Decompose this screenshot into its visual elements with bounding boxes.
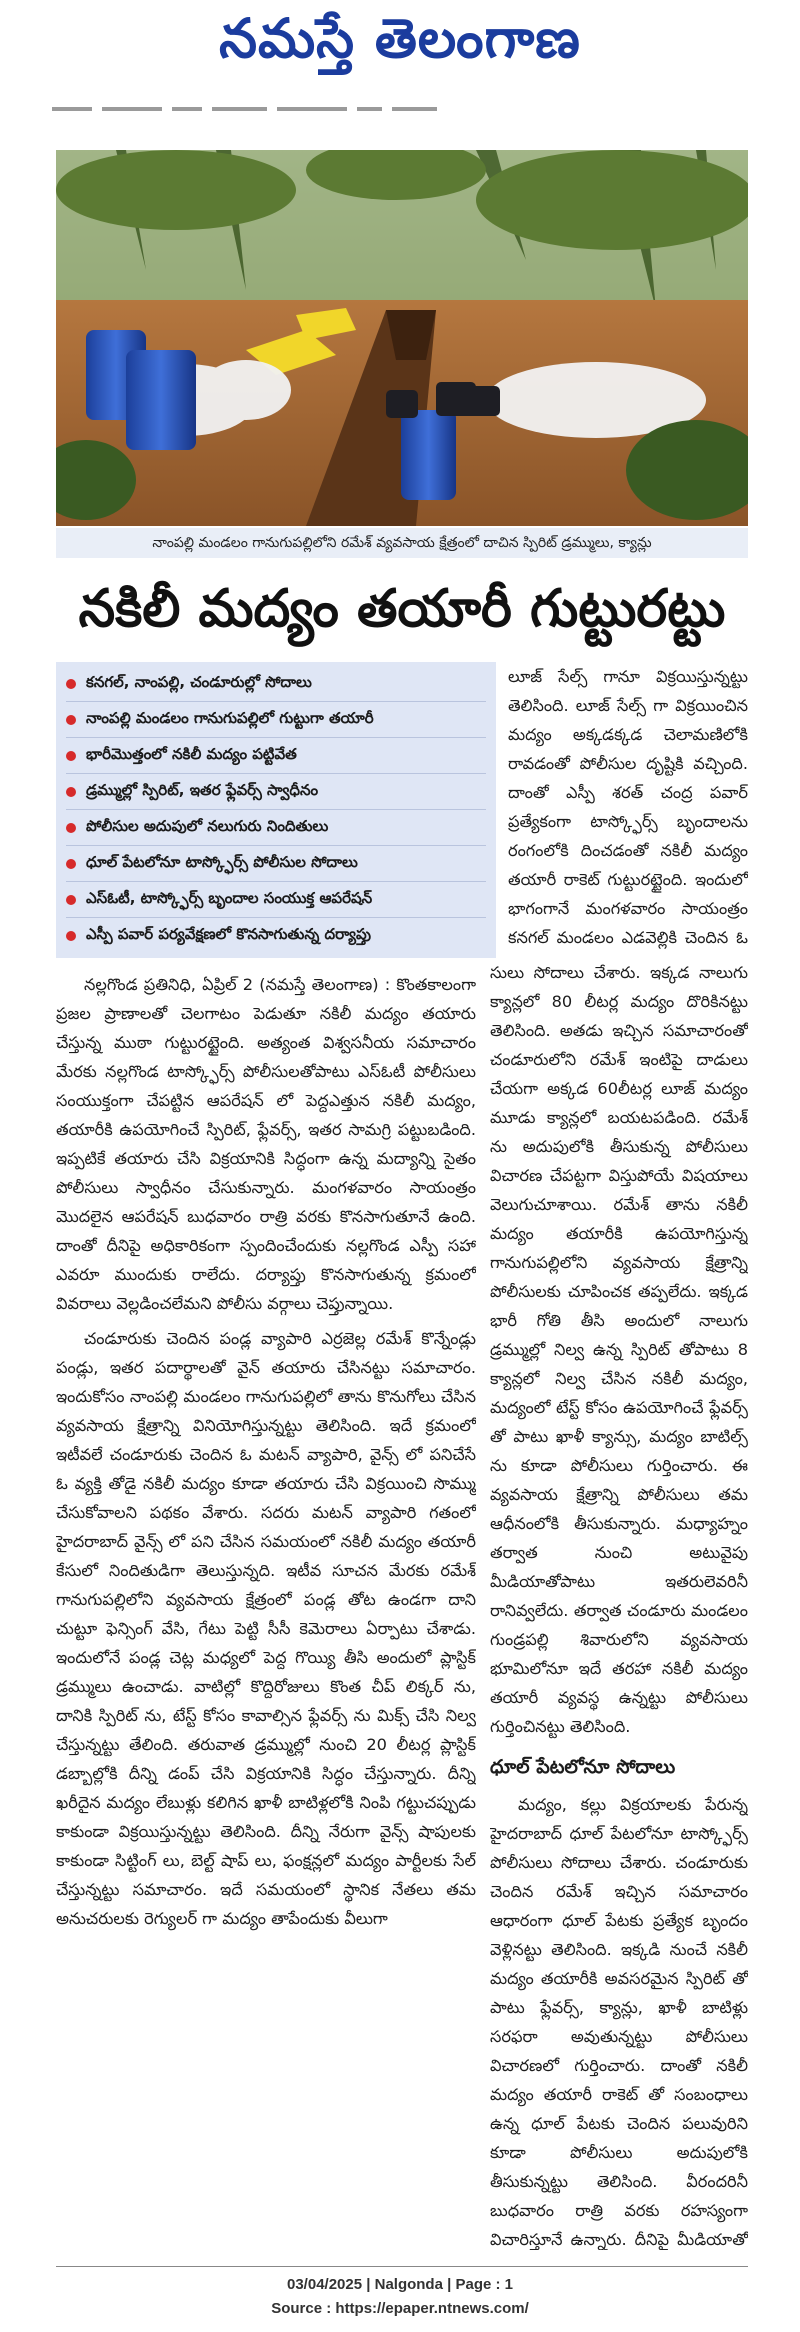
bullet-dot-icon <box>66 895 76 905</box>
bullet-dot-icon <box>66 679 76 689</box>
headline: నకిలీ మద్యం తయారీ గుట్టురట్టు <box>78 579 726 639</box>
masthead <box>0 0 800 88</box>
highlight-item: డ్రమ్ముల్లో స్పిరిట్, ఇతర ఫ్లేవర్స్ స్వాధీనం <box>66 774 486 810</box>
article-paragraph: సులు సోదాలు చేశారు. ఇక్కడ నాలుగు క్యాన్లలో 80 లీటర్ల మద్యం దొరికినట్టు తెలిసింది. అతడు ఇచ్చిన సమాచారంతో చండూరులోని రమేశ్ ఇంటిపై దాడులు చేయగా అక్కడ 60లీటర్ల లూజ్ మద్యం మూడు క్యాన్లలో బయటపడింది. రమేశ్ ను అదుపులోకి తీసుకున్న పోలీసులు విచారణ చేపట్టగా విస్తుపోయే విషయాలు వెలుగుచూశాయి. రమేశ్ తాను నకిలీ మద్యం తయారీకి ఉపయోగిస్తున్న గానుగుపల్లిలోని వ్యవసాయ క్షేత్రాన్ని పోలీసులకు చూపించక తప్పలేదు. ఇక్కడ భారీ గోతి తీసి అందులో నాలుగు డ్రమ్ముల్లో నిల్వ ఉన్న స్పిరిట్ తోపాటు 8 క్యాన్లలో నిల్వ చేసిన నకిలీ మద్యం, మద్యంలో టేస్ట్ కోసం ఉపయోగించే ఫ్లేవర్స్ తో పాటు ఖాళీ క్యాన్సు, మద్యం బాటిల్స్ ను కూడా పోలీసులు గుర్తించారు. ఈ వ్యవసాయ క్షేత్రాన్ని పోలీసులు తమ ఆధీనంలోకి తీసుకున్నారు. మధ్యాహ్నం తర్వాత నుంచి అటువైపు మీడియాతోపాటు ఇతరులెవరినీ రానివ్వలేదు. తర్వాత చండూరు మండలం గుండ్రపల్లి శివారులోని వ్యవసాయ భూమిలోనూ ఇదే తరహా నకిలీ మద్యం తయారీ వ్యవస్థ ఉన్నట్టు పోలీసులు గుర్తించినట్టు తెలిసింది. <box>490 963 748 1736</box>
highlights-box <box>56 662 496 958</box>
bullet-dot-icon <box>66 751 76 761</box>
bullet-dot-icon <box>66 931 76 941</box>
article-column-right-top <box>508 662 748 954</box>
article-paragraph: నల్లగొండ ప్రతినిధి, ఏప్రిల్ 2 (నమస్తే తెలంగాణ) : కొంతకాలంగా ప్రజల ప్రాణాలతో చెలగాటం పెడుతూ నకిలీ మద్యం తయారు చేస్తున్న ముఠా గుట్టురట్టైంది. అత్యంత విశ్వసనీయ సమాచారం మేరకు నల్లగొండ టాస్క్ఫోర్స్ పోలీసులతోపాటు ఎస్ఓటీ పోలీసులు సంయుక్తంగా చేపట్టిన ఆపరేషన్ లో పెద్దఎత్తున నకిలీ మద్యం, తయారీకి ఉపయోగించే స్పిరిట్, ఫ్లేవర్స్, ఇతర సామగ్రి పట్టుబడింది. ఇప్పటికే తయారు చేసి విక్రయానికి సిద్ధంగా ఉన్న మద్యాన్ని సైతం పోలీసులు స్వాధీనం చేసుకున్నారు. మంగళవారం సాయంత్రం మొదలైన ఆపరేషన్ బుధవారం రాత్రి వరకు కొనసాగుతూనే ఉంది. దాంతో దీనిపై అధికారికంగా స్పందించేందుకు నల్లగొండ ఎస్పీ సహా ఎవరూ ముందుకు రాలేదు. దర్యాప్తు కొనసాగుతున్న క్రమంలో వివరాలు వెల్లడించలేమని పోలీసు వర్గాలు చెప్తున్నాయి. <box>56 975 476 1313</box>
masthead-dateline-strip <box>52 98 748 114</box>
photo-caption: నాంపల్లి మండలం గానుగుపల్లిలోని రమేశ్ వ్యవసాయ క్షేత్రంలో దాచిన స్పిరిట్ డ్రమ్ములు, క్యాన్లు <box>56 528 748 558</box>
highlight-item: పోలీసుల అదుపులో నలుగురు నిందితులు <box>66 810 486 846</box>
bullet-dot-icon <box>66 859 76 869</box>
article-paragraph: చండూరుకు చెందిన పండ్ల వ్యాపారి ఎర్రజెల్ల రమేశ్ కొన్నేండ్లు పండ్లు, ఇతర పదార్థాలతో వైన్ తయారు చేసినట్టు సమాచారం. ఇందుకోసం నాంపల్లి మండలం గానుగుపల్లిలో తాను కొనుగోలు చేసిన వ్యవసాయ క్షేత్రాన్ని వినియోగిస్తున్నట్టు తెలిసింది. ఇదే క్రమంలో ఇటీవలే చండూరుకు చెందిన ఓ మటన్ వ్యాపారి, వైన్స్ లో పనిచేసే ఓ వ్యక్తి తోడై నకిలీ మద్యం కూడా తయారు చేసి విక్రయించి సొమ్ము చేసుకోవాలని పథకం వేశారు. సదరు మటన్ వ్యాపారి గతంలో హైదరాబాద్ వైన్స్ లో పని చేసిన సమయంలో నకిలీ మద్యం తయారీ కేసులో నిందితుడిగా తెలుస్తున్నది. ఇటీవ సూచన మేరకు రమేశ్ గానుగుపల్లిలోని వ్యవసాయ క్షేత్రంలో పండ్ల తోట ఉండగా దాని చుట్టూ ఫెన్సింగ్ వేసి, గేటు పెట్టి సీసీ కెమెరాలు ఏర్పాటు చేశాడు. ఇందులోనే పండ్ల చెట్ల మధ్యలో పెద్ద గొయ్యి తీసి అందులో ప్లాస్టిక్ డ్రమ్ములు ఉంచాడు. వాటిల్లో కొద్దిరోజులు కొంత చీప్ లిక్కర్ ను, దానికి స్పిరిట్ ను, టేస్ట్ కోసం కావాల్సిన ఫ్లేవర్స్ ను మిక్స్ చేసి నిల్వ చేస్తున్నట్టు తేలింది. తరువాత డ్రమ్ముల్లో నుంచి 20 లీటర్ల ప్లాస్టిక్ డబ్బాల్లోకి దీన్ని డంప్ చేసి విక్రయానికి సిద్ధం చేస్తున్నారు. దీన్ని ఖరీదైన మద్యం లేబుళ్లు కలిగిన ఖాళీ బాటిళ్లలోకి నింపి గట్టుచప్పుడు కాకుండా విక్రయిస్తున్నట్టు తెలిసింది. దీన్ని నేరుగా వైన్స్ షాపులకు కాకుండా సిట్టింగ్ లు, బెల్ట్ షాప్ లు, ఫంక్షన్లలో మద్యం పార్టీలకు సేల్ చేస్తున్నట్టు సమాచారం. ఇదే సమయంలో స్థానిక నేతలు తమ అనుచరులకు రెగ్యులర్ గా మద్యం తాపేందుకు వీలుగా <box>56 1329 476 1928</box>
farm-drums-photo <box>56 150 748 526</box>
highlight-item: ఎస్పీ పవార్ పర్యవేక్షణలో కొనసాగుతున్న దర్యాప్తు <box>66 918 486 954</box>
article-paragraph: మద్యం, కల్లు విక్రయాలకు పేరున్న హైదరాబాద్ ధూల్ పేటలోనూ టాస్క్ఫోర్స్ పోలీసులు సోదాలు చేశారు. చండూరుకు చెందిన రమేశ్ ఇచ్చిన సమాచారం ఆధారంగా ధూల్ పేటకు ప్రత్యేక బృందం వెళ్లినట్టు తెలిసింది. ఇక్కడి నుంచే నకిలీ మద్యం తయారీకి అవసరమైన స్పిరిట్ తో పాటు ఫ్లేవర్స్, క్యాన్లు, ఖాళీ బాటిళ్లు సరఫరా అవుతున్నట్టు పోలీసులు విచారణలో గుర్తించారు. దాంతో నకిలీ మద్యం తయారీ రాకెట్ తో సంబంధాలు ఉన్న ధూల్ పేటకు చెందిన పలువురిని కూడా పోలీసులు అదుపులోకి తీసుకున్నట్టు తెలిసింది. వీరందరినీ బుధవారం రాత్రి వరకు రహస్యంగా విచారిస్తూనే ఉన్నారు. దీనిపై మీడియాతో <box>490 1795 748 2249</box>
bullet-dot-icon <box>66 715 76 725</box>
article-column-right <box>490 958 748 2250</box>
masthead-title: నమస్తే తెలంగాణ <box>219 6 581 70</box>
article-subheading: ధూల్ పేటలోనూ సోదాలు <box>490 1756 676 1778</box>
article-paragraph: లూజ్ సేల్స్ గానూ విక్రయిస్తున్నట్టు తెలిసింది. లూజ్ సేల్స్ గా విక్రయించిన మద్యం అక్కడక్కడ చెలామణిలోకి రావడంతో పోలీసుల దృష్టికి వచ్చింది. దాంతో ఎస్పీ శరత్ చంద్ర పవార్ ప్రత్యేకంగా టాస్క్ఫోర్స్ బృందాలను రంగంలోకి దించడంతో నకిలీ మద్యం తయారీ రాకెట్ గుట్టురట్టైంది. ఇందులో భాగంగానే మంగళవారం సాయంత్రం కనగల్ మండలం ఎడవెల్లికి చెందిన ఓ <box>508 667 748 947</box>
highlight-item: నాంపల్లి మండలం గానుగుపల్లిలో గుట్టుగా తయారీ <box>66 702 486 738</box>
highlight-item: ధూల్ పేటలోనూ టాస్క్ఫోర్స్ పోలీసుల సోదాలు <box>66 846 486 882</box>
news-photo <box>56 150 748 526</box>
bullet-dot-icon <box>66 787 76 797</box>
article-column-left <box>56 970 476 2250</box>
highlight-item: ఎస్ఓటీ, టాస్క్ఫోర్స్ బృందాల సంయుక్త ఆపరేషన్ <box>66 882 486 918</box>
footer-source-line: Source : https://epaper.ntnews.com/ <box>271 2300 529 2317</box>
footer-divider <box>56 2266 748 2267</box>
bullet-dot-icon <box>66 823 76 833</box>
highlight-item: భారీమొత్తంలో నకిలీ మద్యం పట్టివేత <box>66 738 486 774</box>
footer-date-line: 03/04/2025 | Nalgonda | Page : 1 <box>287 2276 513 2293</box>
highlight-item: కనగల్, నాంపల్లి, చండూరుల్లో సోదాలు <box>66 666 486 702</box>
